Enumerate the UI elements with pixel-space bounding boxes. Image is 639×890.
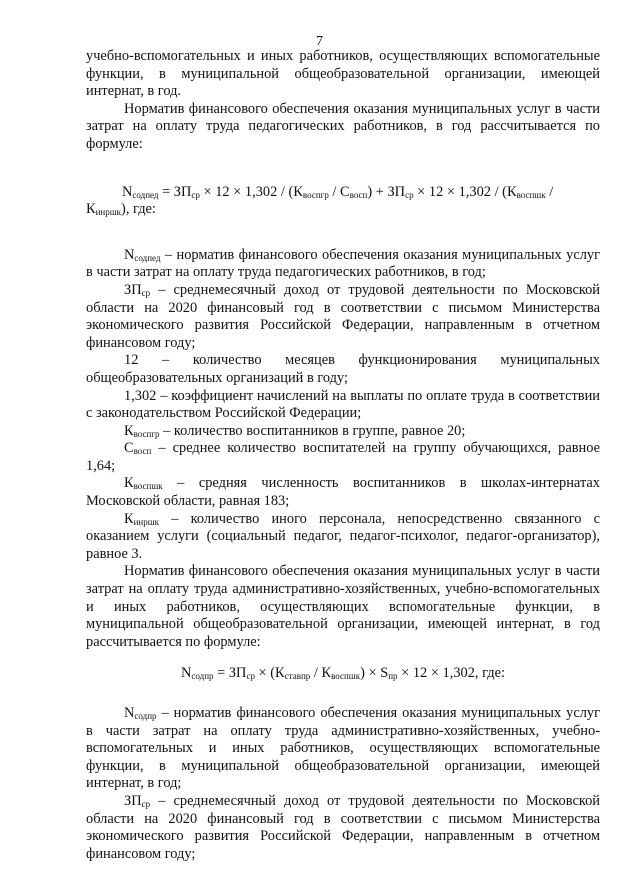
document-body [86,48,600,863]
definition-n-sodped: $N_{содпед}$ – норматив финансового обеспечения оказания муниципальных услуг в части затрат на оплату труда педагогических работников, в год; [86,246,600,281]
paragraph-pedagogical-intro: Норматив финансового обеспечения оказания муниципальных услуг в части затрат на оплату труда педагогических работников, в год рассчитывается по формуле: [86,100,600,152]
definition-c-vosp: $С_{восп}$ – среднее количество воспитателей на группу обучающихся, равное 1,64; [86,440,600,474]
definition-zp-sr: $ЗП_{ср}$ – среднемесячный доход от трудовой деятельности по Московской области на 2020 финансовый год в соответствии с письмом Министерства экономического развития Российской Федерации, направленным в отчетном финансовом году; [86,281,600,351]
paragraph-admin-intro: Норматив финансового обеспечения оказания муниципальных услуг в части затрат на оплату труда административно-хозяйственных, учебно-вспомогательных и иных работников, осуществляющих вспомогательные функции, в муниципальной общеобразовательной организации, имеющей интернат, в год рассчитывается по формуле: [86,563,600,650]
definition-k-inrshk: $К_{инршк}$ – количество иного персонала, непосредственно связанного с оказанием услуги (социальный педагог, педагог-психолог, педагог-организатор), равное 3. [86,510,600,562]
definition-k-vospshk: $К_{воспшк}$ – средняя численность воспитанников в школах-интернатах Московской области, равная 183; [86,475,600,510]
definition-n-sodpr: $N_{содпр}$ – норматив финансового обеспечения оказания муниципальных услуг в части затрат на оплату труда административно-хозяйственных, учебно-вспомогательных и иных работников, осуществляющих вспомогательные функции, в муниципальной общеобразовательной организации, имеющей интернат, в год; [86,705,600,792]
paragraph-continuation: учебно-вспомогательных и иных работников, осуществляющих вспомогательные функции, в муниципальной общеобразовательной организации, имеющей интернат, в год. [86,48,600,100]
definition-months: 12 – количество месяцев функционирования муниципальных общеобразовательных организаций в году; [86,352,600,386]
formula-pedagogical: $N_{содпед} = ЗП_{ср} \times 12 \times 1,302 / (К_{воспгр} / С_{восп}) + ЗП_{ср} \times 12 \times 1,302 / (К_{воспшк} / К_{инршк})$, где: [86,183,554,218]
definition-k-vospgr: $К_{воспгр}$ – количество воспитанников в группе, равное 20; [124,422,466,439]
definition-zp-sr-2: $ЗП_{ср}$ – среднемесячный доход от трудовой деятельности по Московской области на 2020 финансовый год в соответствии с письмом Министерства экономического развития Российской Федерации, направленным в отчетном финансовом году; [86,792,600,862]
formula-admin: $N_{содпр} = ЗП_{ср} \times (К_{ставпр} / К_{воспшк}) \times S_{пр} \times 12 \times 1,302$, где: [180,665,506,682]
page-number: 7 [316,34,323,49]
definition-coefficient: 1,302 – коэффициент начислений на выплаты по оплате труда в соответствии с законодательством Российской Федерации; [86,387,600,422]
